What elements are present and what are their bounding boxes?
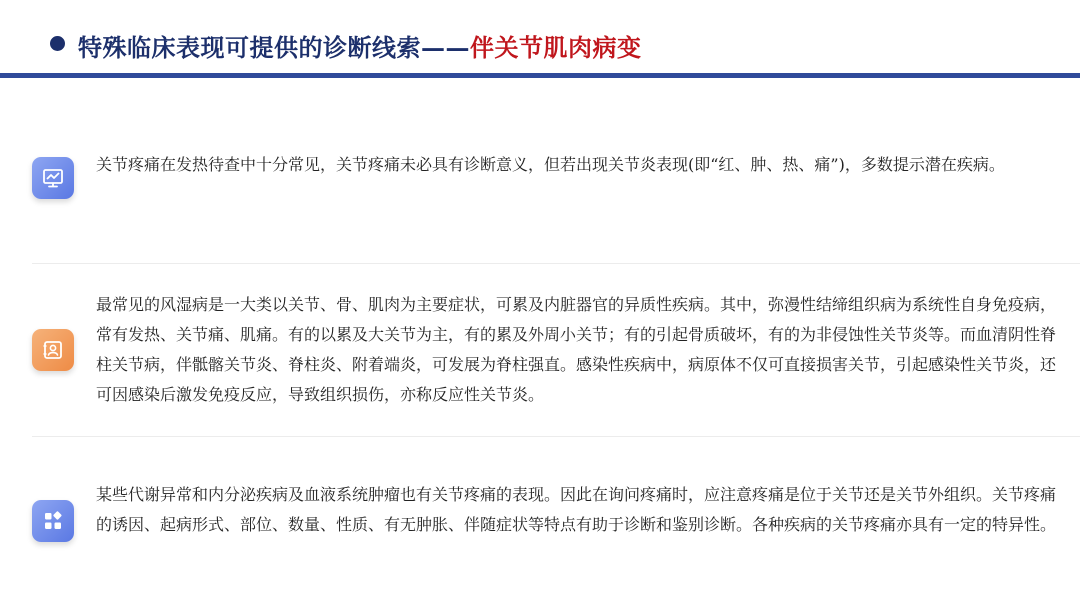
contact-card-icon [32, 329, 74, 371]
apps-grid-icon [32, 500, 74, 542]
title-bullet [50, 36, 65, 51]
slide-title [78, 28, 642, 63]
title-accent: 伴关节肌肉病变 [470, 33, 642, 62]
header-rule [0, 73, 1080, 78]
section-divider-1 [32, 263, 1080, 264]
slide-header [0, 0, 1080, 80]
paragraph-3: 某些代谢异常和内分泌疾病及血液系统肿瘤也有关节疼痛的表现。因此在询问疼痛时，应注意疼痛是位于关节还是关节外组织。关节疼痛的诱因、起病形式、部位、数量、性质、有无肿胀、伴随症状等特点有助于诊断和鉴别诊断。各种疾病的关节疼痛亦具有一定的特异性。 [96, 485, 1057, 534]
title-main: 特殊临床表现可提供的诊断线索—— [78, 33, 470, 62]
paragraph-1: 关节疼痛在发热待查中十分常见，关节疼痛未必具有诊断意义，但若出现关节炎表现(即“红、肿、热、痛”)，多数提示潜在疾病。 [96, 155, 1005, 174]
section-divider-2 [32, 436, 1080, 437]
presentation-chart-icon [32, 157, 74, 199]
paragraph-2: 最常见的风湿病是一大类以关节、骨、肌肉为主要症状，可累及内脏器官的异质性疾病。其中，弥漫性结缔组织病为系统性自身免疫病，常有发热、关节痛、肌痛。有的以累及大关节为主，有的累及外周小关节；有的引起骨质破坏，有的为非侵蚀性关节炎等。而血清阴性脊柱关节病，伴骶髂关节炎、脊柱炎、附着端炎，可发展为脊柱强直。感染性疾病中，病原体不仅可直接损害关节，引起感染性关节炎，还可因感染后激发免疫反应，导致组织损伤，亦称反应性关节炎。 [96, 295, 1057, 404]
